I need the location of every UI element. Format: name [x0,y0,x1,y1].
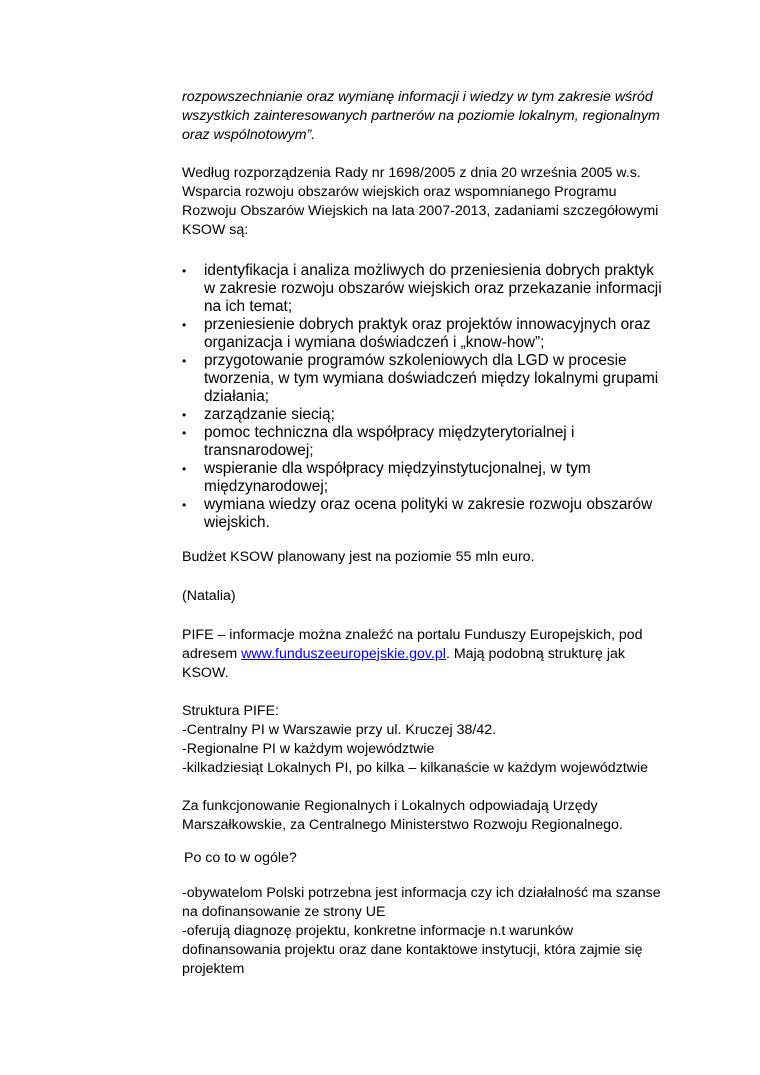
text-line: Marszałkowskie, za Centralnego Ministerstwo Rozwoju Regionalnego. [182,817,623,833]
text-line: oraz wspólnotowym”. [182,127,316,143]
text-line: wymiana wiedzy oraz ocena polityki w zakresie rozwoju obszarów [204,496,653,513]
text-line: Rozwoju Obszarów Wiejskich na lata 2007-2013, zadaniami szczegółowymi [182,203,659,219]
text-line: w zakresie rozwoju obszarów wiejskich oraz przekazanie informacji [204,280,662,297]
answers-paragraph [182,884,674,979]
pife-paragraph [182,626,674,683]
text-line: dofinansowania projektu oraz dane kontaktowe instytucji, która zajmie się [182,942,643,958]
text-line: transnarodowej; [204,442,314,459]
portal-link[interactable]: www.funduszeeuropejskie.gov.pl [241,646,446,662]
structure-paragraph [182,702,674,778]
document-page [182,88,674,979]
text-line: wszystkich zainteresowanych partnerów na poziomie lokalnym, regionalnym [182,108,660,124]
text-line: wspieranie dla współpracy międzyinstytucjonalnej, w tym [204,460,591,477]
text-line: KSOW są: [182,222,249,238]
bullet-icon: • [182,264,187,278]
list-item [182,496,674,532]
text-line: organizacja i wymiana doświadczeń i „know-how”; [204,334,545,351]
text-fragment: . Mają podobną strukturę jak [445,646,625,662]
list-item [182,316,674,352]
author-text: (Natalia) [182,588,236,604]
responsibility-paragraph [182,797,674,835]
text-line: PIFE – informacje można znaleźć na portalu Funduszy Europejskich, pod [182,627,643,643]
tasks-list [182,262,674,532]
text-line: Wsparcia rozwoju obszarów wiejskich oraz wspomnianego Programu [182,184,617,200]
text-line: na ich temat; [204,298,293,315]
text-line: projektem [182,961,245,977]
list-item [182,424,674,460]
bullet-icon: • [182,408,187,422]
question-heading: Po co to w ogóle? [184,850,297,866]
text-line: KSOW. [182,665,229,681]
list-item [182,460,674,496]
text-line: na dofinansowanie ze strony UE [182,904,386,920]
text-line: identyfikacja i analiza możliwych do przeniesienia dobrych praktyk [204,262,654,279]
text-line: -kilkadziesiąt Lokalnych PI, po kilka – kilkanaście w każdym województwie [182,760,649,776]
quote-paragraph [182,88,674,145]
bullet-icon: • [182,318,187,332]
bullet-icon: • [182,462,187,476]
list-item [182,352,674,406]
text-line: -obywatelom Polski potrzebna jest informacja czy ich działalność ma szanse [182,885,661,901]
text-line: Za funkcjonowanie Regionalnych i Lokalnych odpowiadają Urzędy [182,798,598,814]
budget-text: Budżet KSOW planowany jest na poziomie 55 mln euro. [182,549,535,565]
text-line: tworzenia, w tym wymiana doświadczeń między lokalnymi grupami [204,370,659,387]
bullet-icon: • [182,426,187,440]
text-line: rozpowszechnianie oraz wymianę informacji i wiedzy w tym zakresie wśród [182,89,653,105]
intro-paragraph [182,164,674,240]
text-line: zarządzanie siecią; [204,406,335,423]
text-line: przeniesienie dobrych praktyk oraz projektów innowacyjnych oraz [204,316,651,333]
text-line: przygotowanie programów szkoleniowych dla LGD w procesie [204,352,627,369]
text-line: międzynarodowej; [204,478,329,495]
text-line: wiejskich. [204,514,270,531]
text-line: Według rozporządzenia Rady nr 1698/2005 z dnia 20 września 2005 w.s. [182,165,641,181]
text-line: -Regionalne PI w każdym województwie [182,741,435,757]
text-line [182,645,674,664]
text-line: działania; [204,388,270,405]
text-line: -oferują diagnozę projektu, konkretne informacje n.t warunków [182,923,574,939]
bullet-icon: • [182,498,187,512]
text-fragment: adresem [182,646,242,662]
text-line: pomoc techniczna dla współpracy międzyterytorialnej i [204,424,575,441]
bullet-icon: • [182,354,187,368]
list-item [182,406,674,424]
list-item [182,262,674,316]
text-line: -Centralny PI w Warszawie przy ul. Kruczej 38/42. [182,722,497,738]
text-line: Struktura PIFE: [182,703,279,719]
